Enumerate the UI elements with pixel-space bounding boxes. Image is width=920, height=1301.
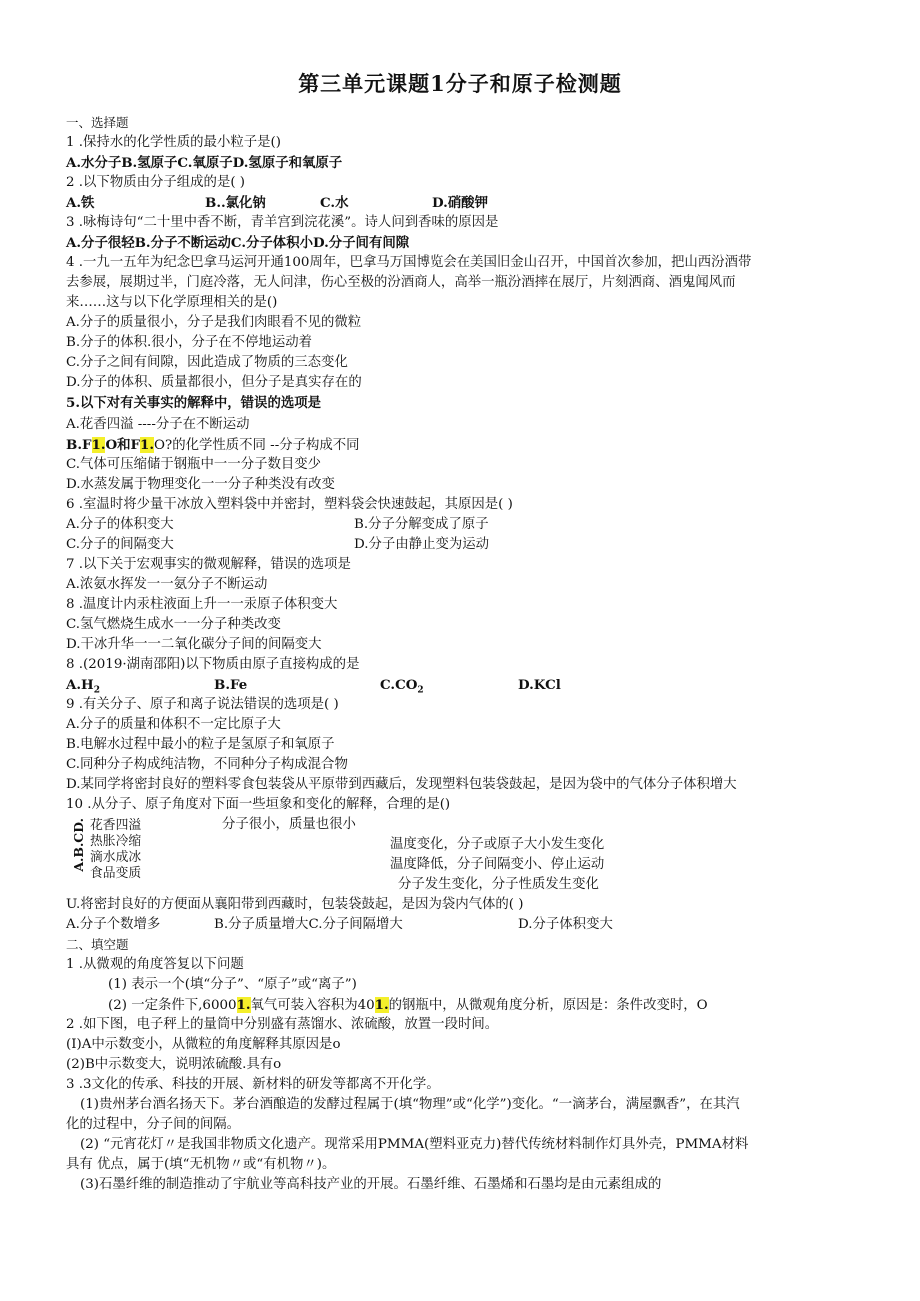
fill-question-3-part-2-cont: 具有 优点，属于(填“无机物〃或“有机物〃)。 <box>66 1157 336 1172</box>
question-4-option-b: B.分子的体积.很小，分子在不停地运动着 <box>66 335 312 350</box>
fill-question-1-part-2: (2) 一定条件下,60001.氧气可装入容积为401.的钢瓶中，从微观角度分析，原因是：条件改变时，O <box>108 997 708 1013</box>
question-3: 3 .咏梅诗句“二十里中香不断，青羊宫到浣花溪”。诗人问到香味的原因是 <box>66 215 499 230</box>
fill-question-1-part-1: (1) 表示一个(填“分子”、“原子”或“离子”) <box>108 977 357 992</box>
question-11-option-d: D.分子体积变大 <box>518 917 613 932</box>
explanation-d: 分子发生变化，分子性质发生变化 <box>398 877 599 892</box>
question-6-option-b: B.分子分解变成了原子 <box>354 517 489 532</box>
fill-question-3-part-1-cont: 化的过程中，分子间的间隔。 <box>66 1117 241 1132</box>
question-6-option-d: D.分子由静止变为运动 <box>354 537 490 552</box>
question-8-option-c: $C.CO_2$ <box>380 677 424 696</box>
phenomenon-a: 花香四溢 <box>90 818 142 833</box>
question-7-option-b: 8 .温度计内汞柱液面上升一一汞原子体积变大 <box>66 597 338 612</box>
question-11-option-bc: B.分子质量增大C.分子间隔增大 <box>214 917 403 932</box>
question-1: 1 .保持水的化学性质的最小粒子是() <box>66 135 281 150</box>
fill-question-3-part-1: (1)贵州茅台酒名扬天下。茅台酒酿造的发酵过程属于(填“物理”或“化学”)变化。“一滴茅台，满屋飘香”，在其汽 <box>80 1097 740 1112</box>
highlight-mark: 1. <box>91 437 106 453</box>
question-9-option-b: B.电解水过程中最小的粒子是氢原子和氧原子 <box>66 737 335 752</box>
question-9: 9 .有关分子、原子和离子说法错误的选项是( ) <box>66 697 339 712</box>
question-9-option-a: A.分子的质量和体积不一定比原子大 <box>66 717 281 732</box>
question-4-option-c: C.分子之间有间隙，因此造成了物质的三态变化 <box>66 355 348 370</box>
question-4-option-a: A.分子的质量很小，分子是我们肉眼看不见的微粒 <box>66 315 362 330</box>
fill-question-3-part-3: (3)石墨纤维的制造推动了宇航业等高科技产业的开展。石墨纤维、石墨烯和石墨均是由元素组成的 <box>80 1177 662 1192</box>
question-11: U.将密封良好的方便面从襄阳带到西藏时，包装袋鼓起，是因为袋内气体的( ) <box>66 897 524 912</box>
question-1-options: A.水分子B.氢原子C.氧原子D.氢原子和氧原子 <box>66 155 343 171</box>
question-7-option-a: A.浓氨水挥发一一氨分子不断运动 <box>66 577 268 592</box>
phenomenon-b: 热胀冷缩 <box>90 834 142 849</box>
question-4-line-1: 4 .一九一五年为纪念巴拿马运河开通100周年，巴拿马万国博览会在美国旧金山召开，中国首次参加，把山西汾酒带 <box>66 255 752 270</box>
phenomenon-c: 滴水成冰 <box>90 850 142 865</box>
question-6: 6 .室温时将少量干冰放入塑料袋中并密封，塑料袋会快速鼓起，其原因是( ) <box>66 497 513 512</box>
highlight-mark: 1. <box>374 997 389 1013</box>
question-2: 2 .以下物质由分子组成的是( ) <box>66 175 246 190</box>
question-2-option-c: C.水 <box>320 195 349 211</box>
question-5-option-a: A.花香四溢 ----分子在不断运动 <box>66 417 250 432</box>
question-10: 10 .从分子、原子角度对下面一些垣象和变化的解释，合理的是() <box>66 797 451 812</box>
fill-question-3: 3 .3文化的传承、科技的开展、新材料的研发等都离不开化学。 <box>66 1077 440 1092</box>
question-11-option-a: A.分子个数增多 <box>66 917 161 932</box>
highlight-mark: 1. <box>236 997 251 1013</box>
question-5-option-c: C.气体可压缩储于钢瓶中一一分子数目变少 <box>66 457 322 472</box>
question-6-option-a: A.分子的体积变大 <box>66 517 174 532</box>
question-5-option-b: B.F1.O和F1.O?的化学性质不同 --分子构成不同 <box>66 437 360 453</box>
fill-question-3-part-2: (2) “元宵花灯〃是我国非物质文化遗产。现常采用PMMA(塑料亚克力)替代传统材料制作灯具外壳，PMMA材料 <box>80 1137 749 1152</box>
explanation-c: 温度降低，分子间隔变小、停止运动 <box>390 857 605 872</box>
question-10-option-letters: A.B.CD. <box>71 818 86 872</box>
highlight-mark: 1. <box>140 437 155 453</box>
section-heading-fill: 二、填空题 <box>66 937 129 952</box>
question-8-option-b: B.Fe <box>214 677 248 693</box>
question-10-phenomena <box>90 818 141 882</box>
explanation-b: 温度变化，分子或原子大小发生变化 <box>390 837 605 852</box>
question-8-option-a: $A.H_2$ <box>66 677 100 696</box>
section-heading: 一、选择题 <box>66 115 129 130</box>
question-4-line-2: 去参展，展期过半，门庭冷落，无人问津，伤心至极的汾酒商人，高举一瓶汾酒摔在展厅，片刻洒商、酒鬼闻风而 <box>66 275 736 290</box>
question-2-option-d: D.硝酸钾 <box>432 195 488 211</box>
question-7: 7 .以下关于宏观事实的微观解释，错误的选项是 <box>66 557 351 572</box>
question-8: 8 .(2019·湖南邵阳)以下物质由原子直接构成的是 <box>66 657 360 672</box>
phenomenon-d: 食品变质 <box>90 866 142 881</box>
question-7-option-c: C.氢气燃烧生成水一一分子种类改变 <box>66 617 281 632</box>
question-3-options: A.分子很轻B.分子不断运动C.分子体积小D.分子间有间隙 <box>66 235 410 251</box>
question-5-option-d: D.水蒸发属于物理变化一一分子种类没有改变 <box>66 477 335 492</box>
page-title: 第三单元课题1分子和原子检测题 <box>298 71 622 96</box>
question-6-option-c: C.分子的间隔变大 <box>66 537 174 552</box>
question-9-option-d: D.某同学将密封良好的塑料零食包装袋从平原带到西藏后，发现塑料包装袋鼓起，是因为袋中的气体分子体积增大 <box>66 777 737 792</box>
question-5: 5.以下对有关事实的解释中，错误的选项是 <box>66 395 322 411</box>
fill-question-2-part-2: (2)B中示数变大，说明浓硫酸.具有o <box>66 1057 282 1072</box>
fill-question-2: 2 .如下图，电子秤上的量筒中分别盛有蒸馏水、浓硫酸，放置一段时间。 <box>66 1017 499 1032</box>
question-2-option-b: B..氯化钠 <box>205 195 266 211</box>
question-4-line-3: 来……这与以下化学原理相关的是() <box>66 295 278 310</box>
fill-question-2-part-1: (I)A中示数变小，从微粒的角度解释其原因是o <box>66 1037 341 1052</box>
question-7-option-d: D.干冰升华一一二氧化碳分子间的间隔变大 <box>66 637 322 652</box>
question-8-option-d: D.KCl <box>518 677 561 693</box>
explanation-a: 分子很小，质量也很小 <box>222 817 356 832</box>
question-4-option-d: D.分子的体积、质量都很小，但分子是真实存在的 <box>66 375 362 390</box>
question-9-option-c: C.同种分子构成纯洁物，不同种分子构成混合物 <box>66 757 348 772</box>
fill-question-1: 1 .从微观的角度答复以下问题 <box>66 957 244 972</box>
question-2-option-a: A.铁 <box>66 195 95 211</box>
